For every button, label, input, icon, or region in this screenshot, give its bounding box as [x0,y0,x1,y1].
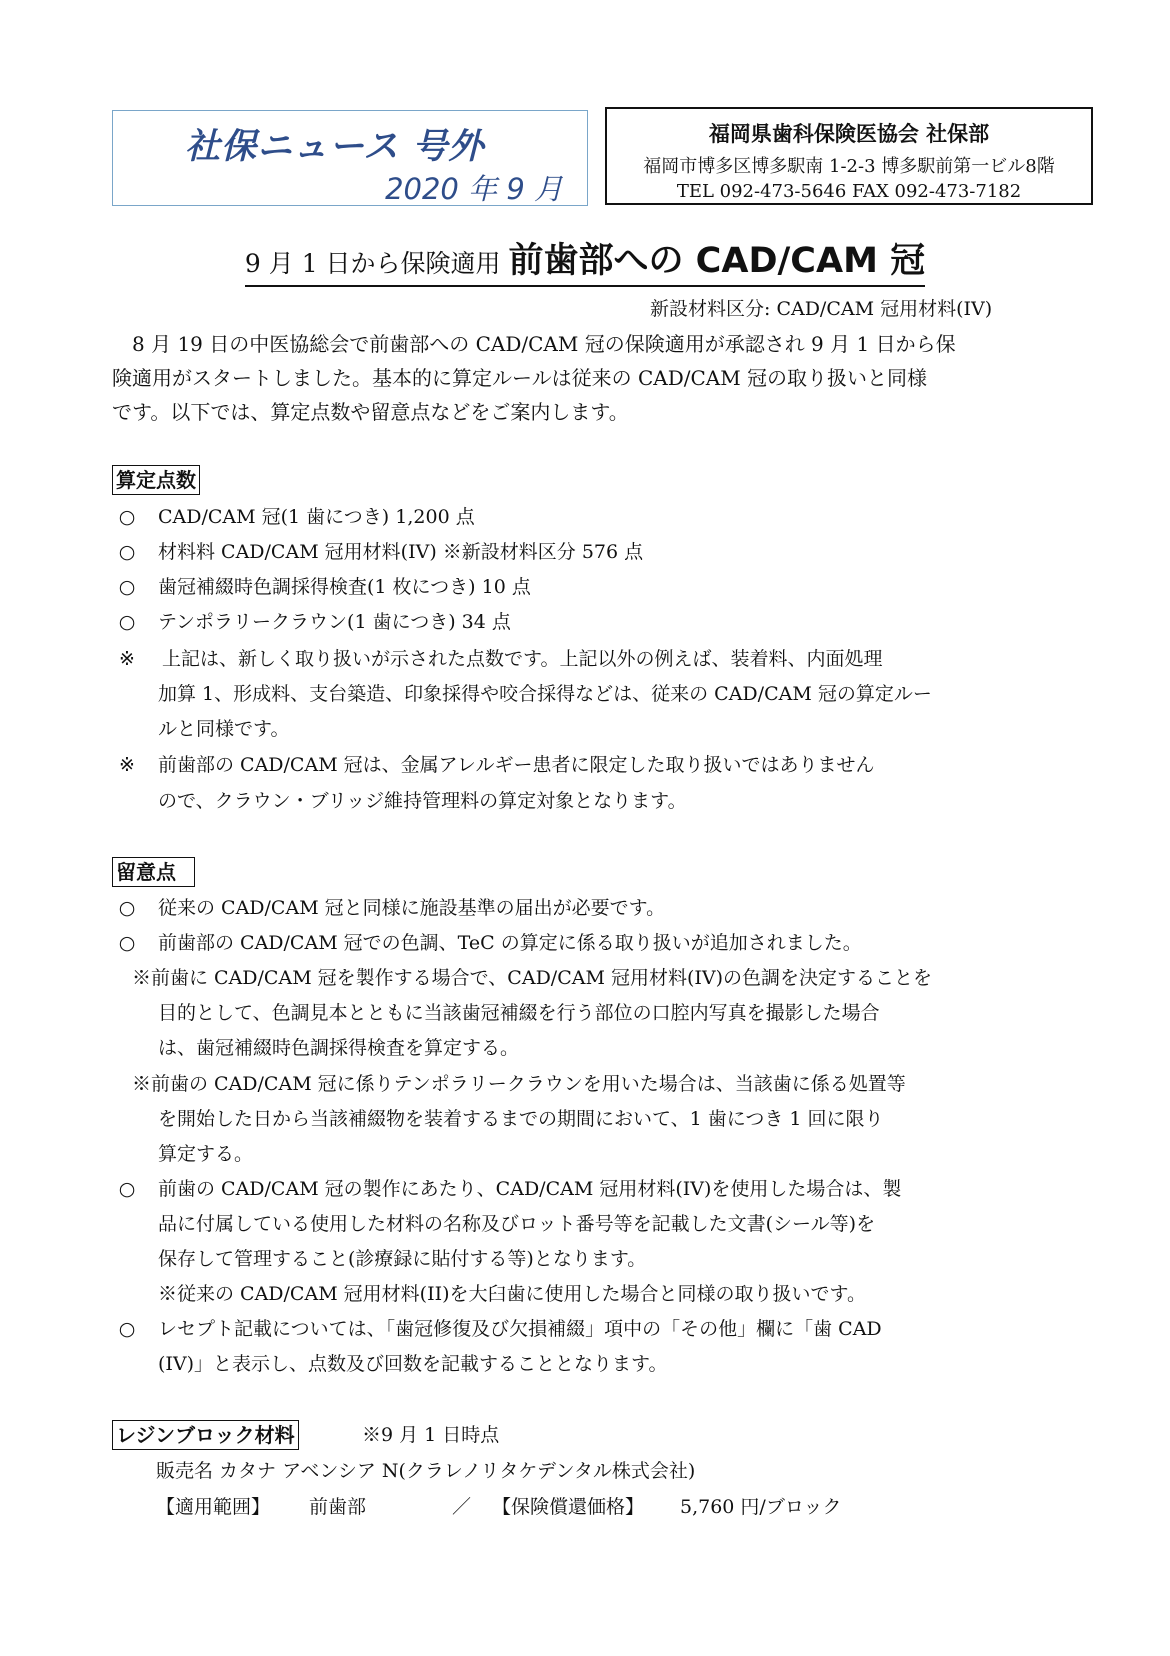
intro-line: 8 月 19 日の中医協総会で前歯部への CAD/CAM 冠の保険適用が承認され 9 月 1 日から保 [112,332,956,356]
news-title: 社保ニュース 号外 [185,127,485,167]
headline-underlined [245,233,925,287]
range-value: 前歯部 [309,1496,367,1518]
material-class-note: 新設材料区分: CAD/CAM 冠用材料(IV) [650,298,993,320]
note-line: ルと同様です。 [158,718,290,740]
subnote-line: は、歯冠補綴時色調採得検査を算定する。 [158,1037,520,1059]
note-line: 前歯部の CAD/CAM 冠は、金属アレルギー患者に限定した取り扱いではありません [158,754,875,776]
list-item-text: 歯冠補綴時色調採得検査(1 枚につき) 10 点 [158,576,531,598]
note-line: 上記は、新しく取り扱いが示された点数です。上記以外の例えば、装着料、内面処理 [162,648,883,670]
as-of-note: ※9 月 1 日時点 [362,1424,500,1446]
list-item-text: レセプト記載については、「歯冠修復及び欠損補綴」項中の「その他」欄に「歯 CAD [158,1318,882,1340]
section-label-notes: 留意点 [112,857,195,887]
headline-main: 前歯部への CAD/CAM 冠 [508,241,926,281]
subnote-line: ※前歯の CAD/CAM 冠に係りテンポラリークラウンを用いた場合は、当該歯に係る処置等 [132,1073,906,1095]
subnote-line: ※前歯に CAD/CAM 冠を製作する場合で、CAD/CAM 冠用材料(IV)の色調を決定することを [132,967,933,989]
subnote-line: 算定する。 [158,1143,254,1165]
section-label-resin: レジンブロック材料 [112,1420,299,1450]
list-item-text: 従来の CAD/CAM 冠と同様に施設基準の届出が必要です。 [158,897,666,919]
list-item-text: 前歯の CAD/CAM 冠の製作にあたり、CAD/CAM 冠用材料(IV)を使用した場合は、製 [158,1178,902,1200]
list-item-text: CAD/CAM 冠(1 歯につき) 1,200 点 [158,506,475,528]
price-value: 5,760 円/ブロック [680,1496,842,1518]
subnote-line: を開始した日から当該補綴物を装着するまでの期間において、1 歯につき 1 回に限り [158,1108,884,1130]
headline-prefix: 9 月 1 日から保険適用 [244,249,509,278]
note-mark: ※ [119,648,135,670]
note-mark: ※ [119,754,135,776]
circle-bullet: ○ [118,1178,136,1200]
circle-bullet: ○ [118,1318,136,1340]
circle-bullet: ○ [118,897,136,919]
organization-name: 福岡県歯科保険医協会 社保部 [708,122,990,146]
list-item-text: 保存して管理すること(診療録に貼付する等)となります。 [158,1248,647,1270]
list-item-text: テンポラリークラウン(1 歯につき) 34 点 [158,611,511,633]
organization-contact: TEL 092-473-5646 FAX 092-473-7182 [676,181,1022,202]
list-item-text: ※従来の CAD/CAM 冠用材料(II)を大臼歯に使用した場合と同様の取り扱いです。 [158,1283,867,1305]
list-item-text: 材料料 CAD/CAM 冠用材料(IV) ※新設材料区分 576 点 [158,541,644,563]
circle-bullet: ○ [118,506,136,528]
note-line: ので、クラウン・ブリッジ維持管理料の算定対象となります。 [158,790,687,812]
circle-bullet: ○ [118,576,136,598]
price-label: 【保険償還価格】 [492,1496,645,1518]
range-label: 【適用範囲】 [156,1496,271,1518]
organization-box [605,107,1093,205]
intro-paragraph [112,327,956,429]
headline [0,233,1170,287]
note-line: 加算 1、形成料、支台築造、印象採得や咬合採得などは、従来の CAD/CAM 冠の算定ルー [158,683,932,705]
circle-bullet: ○ [118,932,136,954]
intro-line: です。以下では、算定点数や留意点などをご案内します。 [112,400,629,424]
separator: ／ [452,1496,472,1518]
organization-address: 福岡市博多区博多駅南 1-2-3 博多駅前第一ビル8階 [643,156,1055,177]
list-item-text: 前歯部の CAD/CAM 冠での色調、TeC の算定に係る取り扱いが追加されました。 [158,932,862,954]
list-item-text: (IV)」と表示し、点数及び回数を記載することとなります。 [158,1353,668,1375]
news-title-box [112,110,588,206]
subnote-line: 目的として、色調見本とともに当該歯冠補綴を行う部位の口腔内写真を撮影した場合 [158,1002,880,1024]
circle-bullet: ○ [118,541,136,563]
product-name: 販売名 カタナ アベンシア N(クラレノリタケデンタル株式会社) [156,1460,696,1482]
news-date: 2020 年 9 月 [385,172,563,206]
section-label-points: 算定点数 [112,465,200,495]
circle-bullet: ○ [118,611,136,633]
intro-line: 険適用がスタートしました。基本的に算定ルールは従来の CAD/CAM 冠の取り扱いと同様 [112,366,928,390]
list-item-text: 品に付属している使用した材料の名称及びロット番号等を記載した文書(シール等)を [158,1213,876,1235]
